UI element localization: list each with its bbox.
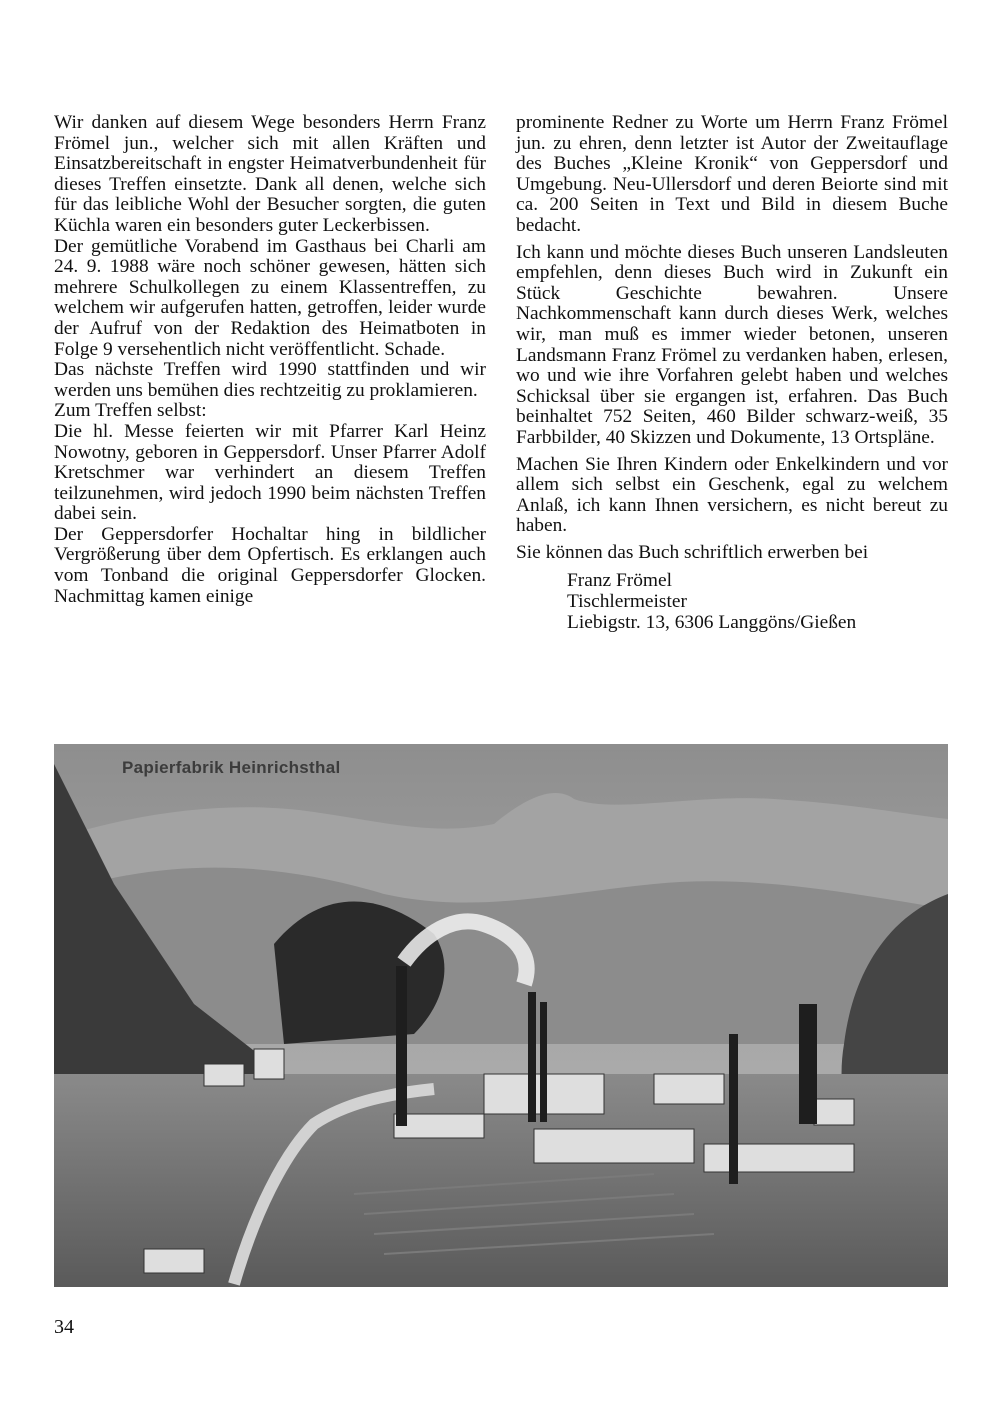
paragraph: Sie können das Buch schriftlich erwerben bei [516, 541, 869, 563]
address-name: Franz Frömel [567, 570, 673, 592]
factory-landscape-illustration [54, 744, 948, 1287]
paragraph: Wir danken auf diesem Wege besonders Herrn Franz Frömel jun., welcher sich mit allen Kräften und Einsatzbereitschaft in engster Heimatverbundenheit für dieses Treffen einsetzte. Dank all denen, welche sich für das leibliche Wohl der Besucher sorgten, die guten Küchla waren ein besonders guter Leckerbissen. [54, 112, 486, 236]
address-profession: Tischlermeister [567, 591, 687, 613]
page-number: 34 [54, 1316, 74, 1338]
paragraph: Der gemütliche Vorabend im Gasthaus bei Charli am 24. 9. 1988 wäre noch schöner gewesen, hätten sich mehrere Schulkollegen zu einem Klassentreffen, zu welchem wir aufgerufen hatten, getroffen, leider wurde der Aufruf von der Redaktion des Heimatboten in Folge 9 versehentlich nicht veröffentlicht. Schade. [54, 235, 486, 360]
paragraph: Ich kann und möchte dieses Buch unseren Landsleuten empfehlen, denn dieses Buch wird in Zukunft ein Stück Geschichte bewahren. Unsere Nachkommenschaft kann durch dieses Werk, welches wir, man muß es immer wieder betonen, unseren Landsmann Franz Frömel zu verdanken haben, erlesen, wo und wie ihre Vorfahren gelebt haben und welches Schicksal über sie ergangen ist, erfahren. Das Buch beinhaltet 752 Seiten, 460 Bilder schwarz-weiß, 35 Farbbilder, 40 Skizzen und Dokumente, 13 Ortspläne. [516, 241, 948, 448]
seller-address [567, 571, 948, 633]
paragraph: Zum Treffen selbst: [54, 400, 207, 422]
paragraph: prominente Redner zu Worte um Herrn Franz Frömel jun. zu ehren, denn letzter ist Autor der Zweitauflage des Buches „Kleine Kronik“ von Geppersdorf und Umgebung. Neu-Ullersdorf und deren Beiorte sind mit ca. 200 Seiten in Text und Bild in diesem Buche bedacht. [516, 112, 948, 236]
paragraph: Das nächste Treffen wird 1990 stattfinden und wir werden uns bemühen dies rechtzeitig zu proklamieren. [54, 359, 486, 401]
right-text-column [516, 113, 948, 633]
photo-caption: Papierfabrik Heinrichsthal [122, 758, 341, 777]
left-text-column [54, 113, 486, 607]
paragraph: Machen Sie Ihren Kindern oder Enkelkindern und vor allem sich selbst ein Geschenk, egal zu welchem Anlaß, ich kann Ihnen versichern, es nicht bereut zu haben. [516, 453, 948, 537]
paragraph: Der Geppersdorfer Hochaltar hing in bildlicher Vergrößerung über dem Opfertisch. Es erklangen auch vom Tonband die original Geppersdorfer Glocken. Nachmittag kamen einige [54, 523, 486, 607]
factory-photo [54, 744, 948, 1287]
paragraph: Die hl. Messe feierten wir mit Pfarrer Karl Heinz Nowotny, geboren in Geppersdorf. Unser Pfarrer Adolf Kretschmer war verhindert an diesem Treffen teilzunehmen, wird jedoch 1990 beim nächsten Treffen dabei sein. [54, 420, 486, 525]
address-street-city: Liebigstr. 13, 6306 Langgöns/Gießen [567, 611, 857, 633]
